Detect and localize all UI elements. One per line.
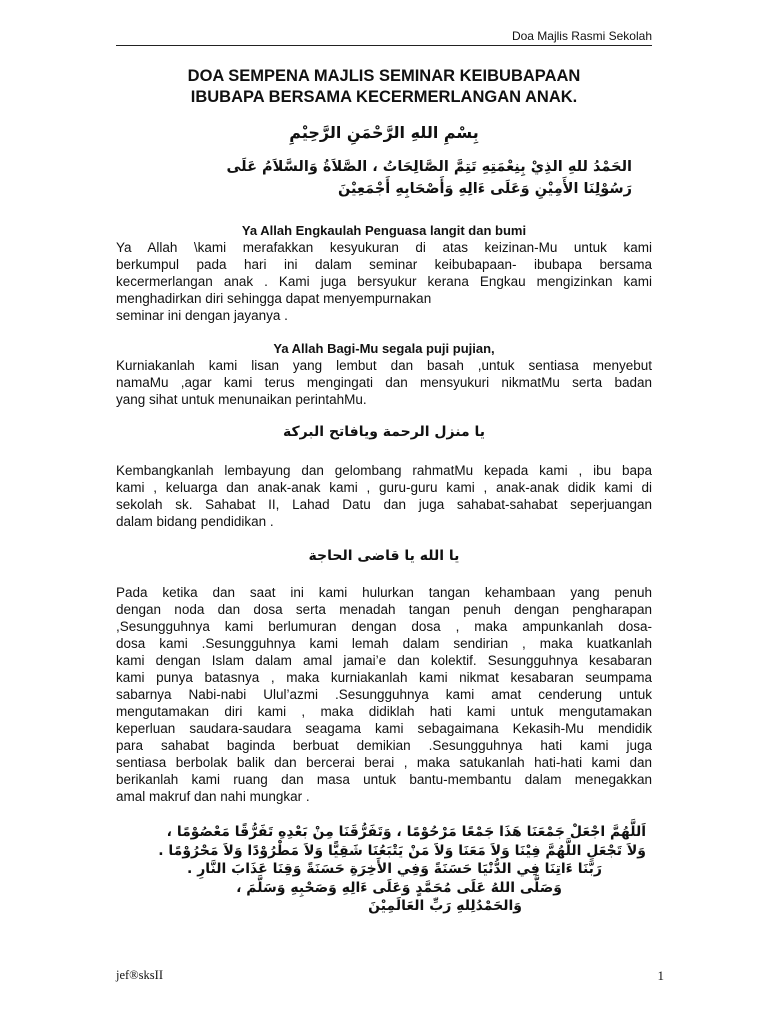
paragraph-line: Ya Allah \kami merafakkan kesyukuran di atas keizinan-Mu untuk kami: [116, 240, 652, 255]
section-heading-2: Ya Allah Bagi-Mu segala puji pujian,: [273, 341, 495, 356]
section-paragraph-2: [116, 357, 652, 408]
paragraph-line: dalam bidang pendidikan .: [116, 514, 274, 529]
paragraph-line: mengutamakan diri kami , maka didiklah hati kami untuk mengutamakan: [116, 704, 652, 719]
arabic-heading-4: يا الله يا قاضى الحاجة: [308, 548, 460, 564]
section-paragraph-4: [116, 584, 652, 805]
footer-signature: jef®sksII: [116, 968, 163, 982]
arabic-bismillah: بِسْمِ اللهِ الرَّحْمَنِ الرَّحِيْمِ: [289, 123, 479, 142]
paragraph-line: dengan noda dan dosa serta menadah tangan penuh dengan pengharapan: [116, 602, 652, 617]
arabic-hamdalah-line-2: رَسُوْلِنَا الأَمِيْنِ وَعَلَى ءَالِهِ وَأَصْحَابِهِ أَجْمَعِيْنَ: [337, 181, 632, 197]
paragraph-line: sabarnya Nabi-nabi Ulul’azmi .Sesungguhnya kami amat cenderung untuk: [116, 687, 652, 702]
paragraph-line: Kurniakanlah kami lisan yang lembut dan basah ,untuk sentiasa menyebut: [116, 358, 652, 373]
title-line-1: DOA SEMPENA MAJLIS SEMINAR KEIBUBAPAAN: [187, 67, 581, 85]
paragraph-line: berikanlah kami ruang dan masa untuk bantu-membantu dalam menegakkan: [116, 772, 652, 787]
paragraph-line: ,Sesungguhnya kami berlumuran dengan dosa , maka ampunkanlah dosa-: [116, 619, 652, 634]
paragraph-line: kami , keluarga dan anak-anak kami , guru-guru kami , anak-anak didik kami di: [116, 480, 652, 495]
page-number: 1: [657, 968, 664, 983]
paragraph-line: amal makruf dan nahi mungkar .: [116, 789, 310, 804]
title-line-2: IBUBAPA BERSAMA KECERMERLANGAN ANAK.: [190, 88, 578, 106]
arabic-closing-line: اَللَّهُمَّ اجْعَلْ جَمْعَنَا هَذَا جَمْعًا مَرْحُوْمًا ، وَتَفَرُّقَنَا مِنْ بَعْدِهِ تَفَرُّقًا مَعْصُوْمًا ،: [166, 824, 646, 840]
paragraph-line: namaMu ,agar kami terus mengingati dan mensyukuri nikmatMu serta badan: [116, 375, 652, 390]
arabic-heading-3: يا منزل الرحمة ويافاتح البركة: [282, 424, 486, 440]
paragraph-line: para sahabat baginda berbuat demikian .Sesungguhnya hati kami juga: [116, 738, 652, 753]
paragraph-line: sekolah sk. Sahabat II, Lahad Datu dan juga sahabat-sahabat seperjuangan: [116, 497, 652, 512]
arabic-closing-prayer: [116, 823, 652, 916]
paragraph-line: kami punya batasnya , maka kurniakanlah kami nikmat kesabaran seumpama: [116, 670, 652, 685]
section-paragraph-1: [116, 239, 652, 324]
paragraph-line: dosa kami .Sesungguhnya kami lemah dalam sendirian , maka kuatkanlah: [116, 636, 652, 651]
arabic-closing-line: وَالحَمْدُلِلهِ رَبِّ العَالَمِيْنَ: [368, 898, 522, 914]
header-rule: [116, 45, 652, 46]
arabic-closing-line: وَلاَ تَجْعَلِ اللَّهُمَّ فِيْنَا وَلاَ مَعَنَا وَلاَ مَنْ يَتْبَعُنَا شَقِيًّا وَلاَ مَطْرُوْدًا وَلاَ مَحْرُوْمًا .: [158, 842, 646, 859]
section-paragraph-3: [116, 462, 652, 530]
paragraph-line: menghadirkan diri sehingga dapat menyempurnakan: [116, 291, 432, 306]
paragraph-line: keperluan saudara-saudara seagama kami sebagaimana Kekasih-Mu mendidik: [116, 721, 652, 736]
paragraph-line: kecermerlangan anak . Kami juga bersyukur kerana Engkau mengizinkan kami: [116, 274, 652, 289]
paragraph-line: kami dengan Islam dalam amal jamai’e dan kolektif. Sesungguhnya kesabaran: [116, 653, 652, 668]
paragraph-line: Kembangkanlah lembayung dan gelombang rahmatMu kepada kami , ibu bapa: [116, 463, 652, 478]
paragraph-line: yang sihat untuk menunaikan perintahMu.: [116, 392, 367, 407]
paragraph-line: seminar ini dengan jayanya .: [116, 308, 288, 323]
paragraph-line: berkumpul pada hari ini dalam seminar keibubapaan- ibubapa bersama: [116, 257, 652, 272]
arabic-hamdalah-line-1: الحَمْدُ للهِ الذِيْ بِنِعْمَتِهِ تَتِمَّ الصَّالِحَاتُ ، الصَّلاَةُ وَالسَّلاَمُ عَلَى: [226, 159, 632, 175]
running-header: Doa Majlis Rasmi Sekolah: [511, 29, 652, 43]
arabic-closing-line: رَبَّنَا ءَاتِنَا فِي الدُّنْيَا حَسَنَةً وَفِي الأَخِرَةِ حَسَنَةً وَقِنَا عَذَابَ النَّارِ .: [187, 861, 602, 877]
arabic-closing-line: وَصَلَّى اللهُ عَلَى مُحَمَّدٍ وَعَلَى ءَالِهِ وَصَحْبِهِ وَسَلَّمَ ،: [236, 879, 562, 896]
paragraph-line: Pada ketika dan saat ini kami hulurkan tangan kehambaan yang penuh: [116, 585, 652, 600]
paragraph-line: sentiasa berbolak balik dan bercerai berai , maka satukanlah hati-hati kami dan: [116, 755, 652, 770]
document-body: [116, 66, 652, 916]
section-heading-1: Ya Allah Engkaulah Penguasa langit dan bumi: [241, 223, 527, 238]
